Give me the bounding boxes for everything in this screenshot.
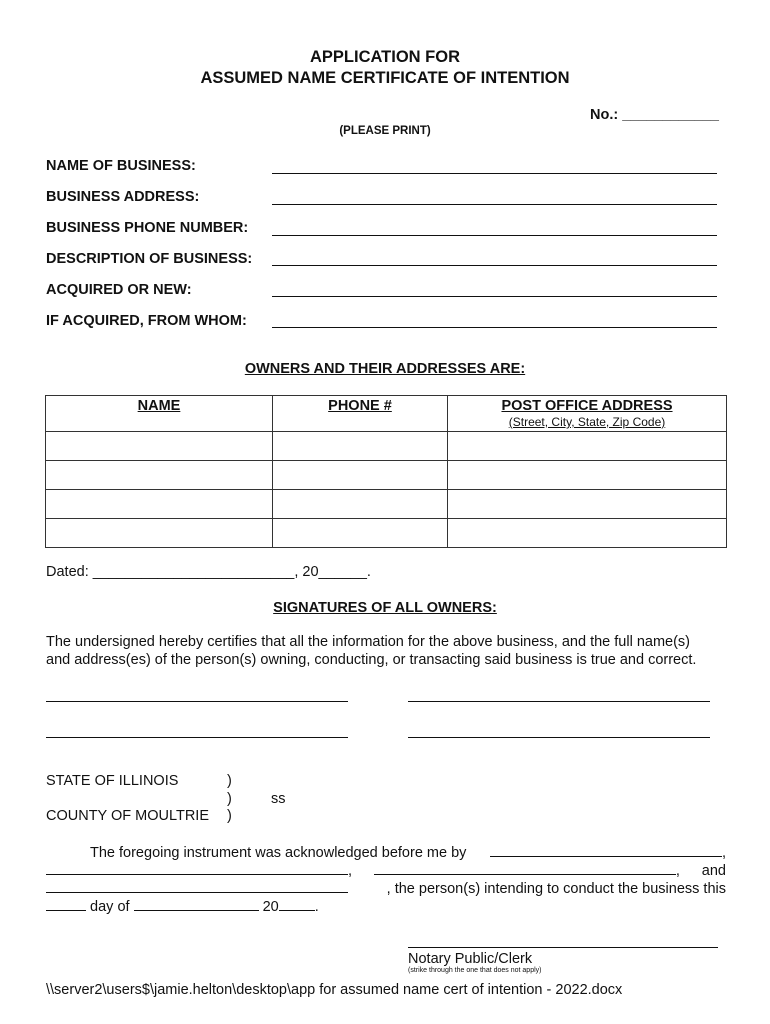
owner-address-cell[interactable] bbox=[448, 519, 727, 548]
column-post-office-address: POST OFFICE ADDRESS (Street, City, State, Zip Code) bbox=[448, 396, 727, 432]
owner-signature-line[interactable] bbox=[408, 701, 710, 702]
owner-phone-cell[interactable] bbox=[273, 461, 448, 490]
table-row bbox=[46, 432, 727, 461]
signatures-heading: SIGNATURES OF ALL OWNERS: bbox=[273, 600, 497, 616]
owner-signature-line[interactable] bbox=[46, 701, 348, 702]
ss-label: ss bbox=[271, 791, 286, 807]
column-phone: PHONE # bbox=[273, 396, 448, 432]
acknowledged-by-field[interactable] bbox=[490, 844, 722, 857]
owner-address-cell[interactable] bbox=[448, 490, 727, 519]
name-of-business-label: NAME OF BUSINESS: bbox=[46, 158, 196, 174]
owner-phone-cell[interactable] bbox=[273, 490, 448, 519]
name-of-business-field[interactable] bbox=[272, 173, 717, 174]
acquired-or-new-field[interactable] bbox=[272, 296, 717, 297]
owner-name-cell[interactable] bbox=[46, 432, 273, 461]
business-phone-label: BUSINESS PHONE NUMBER: bbox=[46, 220, 249, 236]
owner-phone-cell[interactable] bbox=[273, 432, 448, 461]
owners-table bbox=[45, 395, 727, 548]
column-name: NAME bbox=[46, 396, 273, 432]
venue-paren: ) bbox=[227, 773, 232, 789]
owners-table-header bbox=[46, 396, 727, 432]
description-of-business-label: DESCRIPTION OF BUSINESS: bbox=[46, 251, 253, 267]
certification-line-1: The undersigned hereby certifies that all the information for the above business, and the full name(s) bbox=[46, 634, 691, 650]
file-path-footer: \\server2\users$\jamie.helton\desktop\app for assumed name cert of intention - 2022.docx bbox=[46, 982, 623, 998]
and-text: and bbox=[701, 863, 726, 879]
acknowledgment-text: , the person(s) intending to conduct the business this bbox=[386, 881, 726, 897]
notary-note: (strike through the one that does not apply) bbox=[408, 967, 542, 974]
owner-name-cell[interactable] bbox=[46, 490, 273, 519]
owner-signature-line[interactable] bbox=[408, 737, 710, 738]
certificate-number-field[interactable]: No.: ____________ bbox=[590, 107, 719, 123]
month-field[interactable] bbox=[134, 898, 259, 911]
address-hint: (Street, City, State, Zip Code) bbox=[508, 415, 666, 429]
year-field[interactable] bbox=[279, 898, 315, 911]
document-title-line1: APPLICATION FOR bbox=[309, 48, 461, 66]
acquired-from-whom-label: IF ACQUIRED, FROM WHOM: bbox=[46, 313, 247, 329]
table-row bbox=[46, 519, 727, 548]
business-address-field[interactable] bbox=[272, 204, 717, 205]
dated-line[interactable]: Dated: _________________________, 20______. bbox=[46, 564, 371, 580]
day-field[interactable] bbox=[46, 898, 86, 911]
owner-name-cell[interactable] bbox=[46, 519, 273, 548]
acquired-from-whom-field[interactable] bbox=[272, 327, 717, 328]
notary-title: Notary Public/Clerk bbox=[408, 951, 533, 967]
owners-heading: OWNERS AND THEIR ADDRESSES ARE: bbox=[244, 361, 526, 377]
owner-address-cell[interactable] bbox=[448, 432, 727, 461]
business-address-label: BUSINESS ADDRESS: bbox=[46, 189, 200, 205]
certification-line-2: and address(es) of the person(s) owning, conducting, or transacting said business is true and correct. bbox=[46, 652, 697, 668]
venue-paren: ) bbox=[227, 808, 232, 824]
owner-address-cell[interactable] bbox=[448, 461, 727, 490]
notary-signature-line[interactable] bbox=[408, 947, 718, 948]
acknowledged-by-field[interactable] bbox=[46, 862, 348, 875]
state-label: STATE OF ILLINOIS bbox=[46, 773, 179, 789]
owner-name-cell[interactable] bbox=[46, 461, 273, 490]
acknowledged-by-field[interactable] bbox=[374, 862, 676, 875]
owner-phone-cell[interactable] bbox=[273, 519, 448, 548]
please-print-note: (PLEASE PRINT) bbox=[339, 125, 431, 137]
document-title-line2: ASSUMED NAME CERTIFICATE OF INTENTION bbox=[200, 69, 570, 87]
acquired-or-new-label: ACQUIRED OR NEW: bbox=[46, 282, 192, 298]
business-phone-field[interactable] bbox=[272, 235, 717, 236]
owner-signature-line[interactable] bbox=[46, 737, 348, 738]
acknowledgment-text: The foregoing instrument was acknowledged before me by bbox=[90, 845, 467, 861]
table-row bbox=[46, 490, 727, 519]
county-label: COUNTY OF MOULTRIE bbox=[46, 808, 209, 824]
description-of-business-field[interactable] bbox=[272, 265, 717, 266]
acknowledgment-paragraph: The foregoing instrument was acknowledged before me by , , , and , the person(s) intending to conduct the business this day of 20 . bbox=[46, 844, 726, 916]
table-row bbox=[46, 461, 727, 490]
venue-paren: ) bbox=[227, 791, 232, 807]
acknowledged-by-field[interactable] bbox=[46, 880, 348, 893]
